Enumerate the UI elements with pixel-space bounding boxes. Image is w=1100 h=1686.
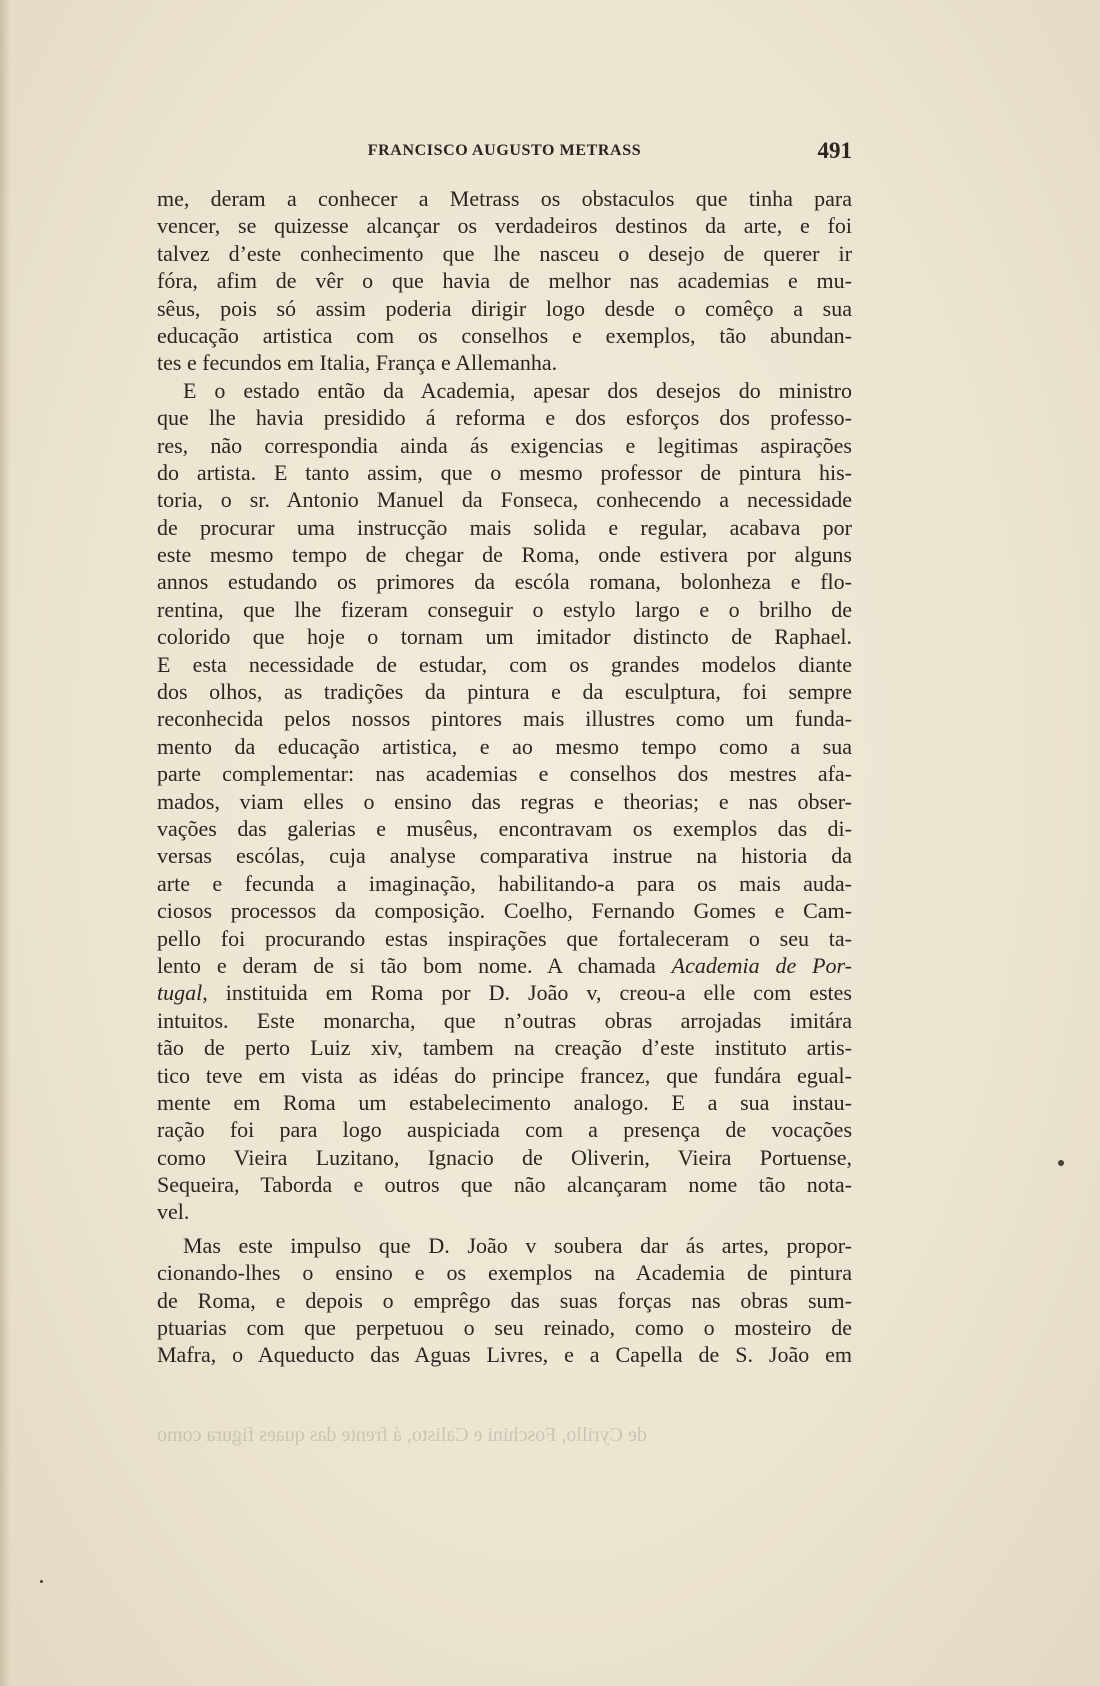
text-line: como Vieira Luzitano, Ignacio de Oliverin, Vieira Portuense, bbox=[157, 1144, 852, 1170]
text-line: rentina, que lhe fizeram conseguir o estylo largo e o brilho de bbox=[157, 596, 852, 622]
page-header bbox=[157, 138, 852, 172]
text-segment: lento e deram de si tão bom nome. A chamada bbox=[157, 952, 672, 978]
text-line: mento da educação artistica, e ao mesmo tempo como a sua bbox=[157, 733, 852, 759]
text-line: versas escólas, cuja analyse comparativa instrue na historia da bbox=[157, 843, 852, 869]
text-line: me, deram a conhecer a Metrass os obstaculos que tinha para bbox=[157, 186, 852, 211]
text-line: mente em Roma um estabelecimento analogo. E a sua instau- bbox=[157, 1089, 852, 1115]
text-line: mados, viam elles o ensino das regras e theorias; e nas obser- bbox=[157, 788, 852, 814]
text-line: res, não correspondia ainda ás exigencias e legitimas aspirações bbox=[157, 432, 852, 458]
text-line: ciosos processos da composição. Coelho, Fernando Gomes e Cam- bbox=[157, 898, 852, 924]
text-line: Sequeira, Taborda e outros que não alcançaram nome tão nota- bbox=[157, 1172, 852, 1198]
text-line: dos olhos, as tradições da pintura e da esculptura, foi sempre bbox=[157, 679, 852, 705]
text-line: tão de perto Luiz xiv, tambem na creação d’este instituto artis- bbox=[157, 1035, 852, 1061]
text-line: intuitos. Este monarcha, que n’outras obras arrojadas imitára bbox=[157, 1007, 852, 1033]
text-line: tico teve em vista as idéas do principe francez, que fundára egual- bbox=[157, 1062, 852, 1088]
text-line: vações das galerias e musêus, encontravam os exemplos das di- bbox=[157, 815, 852, 841]
text-line: colorido que hoje o tornam um imitador distincto de Raphael. bbox=[157, 624, 852, 650]
ink-speck bbox=[40, 1580, 43, 1583]
text-line: toria, o sr. Antonio Manuel da Fonseca, conhecendo a necessidade bbox=[157, 487, 852, 513]
paragraph-start-line: Mas este impulso que D. João v soubera dar ás artes, propor- bbox=[183, 1232, 852, 1258]
text-line: vel. bbox=[157, 1199, 190, 1225]
text-line: ração foi para logo auspiciada com a presença de vocações bbox=[157, 1117, 852, 1143]
text-line: Mafra, o Aqueducto das Aguas Livres, e a Capella de S. João em bbox=[157, 1342, 852, 1368]
page-number: 491 bbox=[817, 138, 852, 163]
text-line-with-italic bbox=[157, 952, 852, 979]
ink-speck bbox=[1058, 1160, 1064, 1166]
running-title: FRANCISCO AUGUSTO METRASS bbox=[367, 142, 642, 159]
text-line: E esta necessidade de estudar, com os grandes modelos diante bbox=[157, 651, 852, 677]
text-line: talvez d’este conhecimento que lhe nasceu o desejo de querer ir bbox=[157, 240, 852, 266]
text-line: arte e fecunda a imaginação, habilitando-a para os mais auda- bbox=[157, 870, 852, 896]
italic-academia-title: Academia de Por- bbox=[671, 952, 852, 978]
text-line: tes e fecundos em Italia, França e Allemanha. bbox=[157, 350, 558, 376]
page-edge-shadow bbox=[0, 0, 10, 1686]
text-line: do artista. E tanto assim, que o mesmo professor de pintura his- bbox=[157, 459, 852, 485]
text-line: sêus, pois só assim poderia dirigir logo desde o comêço a sua bbox=[157, 295, 852, 321]
text-line: fóra, afim de vêr o que havia de melhor nas academias e mu- bbox=[157, 268, 852, 294]
body-text bbox=[157, 185, 852, 1446]
text-line: annos estudando os primores da escóla romana, bolonheza e flo- bbox=[157, 569, 852, 595]
text-line: cionando-lhes o ensino e os exemplos na Academia de pintura bbox=[157, 1260, 852, 1286]
text-line: pello foi procurando estas inspirações que fortaleceram o seu ta- bbox=[157, 925, 852, 951]
text-line: parte complementar: nas academias e conselhos dos mestres afa- bbox=[157, 761, 852, 787]
text-line: reconhecida pelos nossos pintores mais illustres como um funda- bbox=[157, 706, 852, 732]
text-line-with-italic bbox=[157, 979, 852, 1006]
bleed-through-text: de Cyrillo, Foschini e Calisto, á frente das quaes figura como bbox=[157, 1424, 647, 1446]
text-line: que lhe havia presidido á reforma e dos esforços dos professo- bbox=[157, 405, 852, 431]
paragraph-start-line: E o estado então da Academia, apesar dos desejos do ministro bbox=[183, 377, 852, 403]
text-line: de procurar uma instrucção mais solida e regular, acabava por bbox=[157, 514, 852, 540]
text-segment: , instituida em Roma por D. João v, creou-a elle com estes bbox=[202, 980, 852, 1006]
text-line: este mesmo tempo de chegar de Roma, onde estivera por alguns bbox=[157, 542, 852, 568]
text-line: educação artistica com os conselhos e exemplos, tão abundan- bbox=[157, 322, 852, 348]
text-line: de Roma, e depois o emprêgo das suas forças nas obras sum- bbox=[157, 1287, 852, 1313]
text-line: ptuarias com que perpetuou o seu reinado, como o mosteiro de bbox=[157, 1315, 852, 1341]
italic-academia-title-end: tugal bbox=[157, 980, 203, 1006]
text-line: vencer, se quizesse alcançar os verdadeiros destinos da arte, e foi bbox=[157, 213, 852, 239]
